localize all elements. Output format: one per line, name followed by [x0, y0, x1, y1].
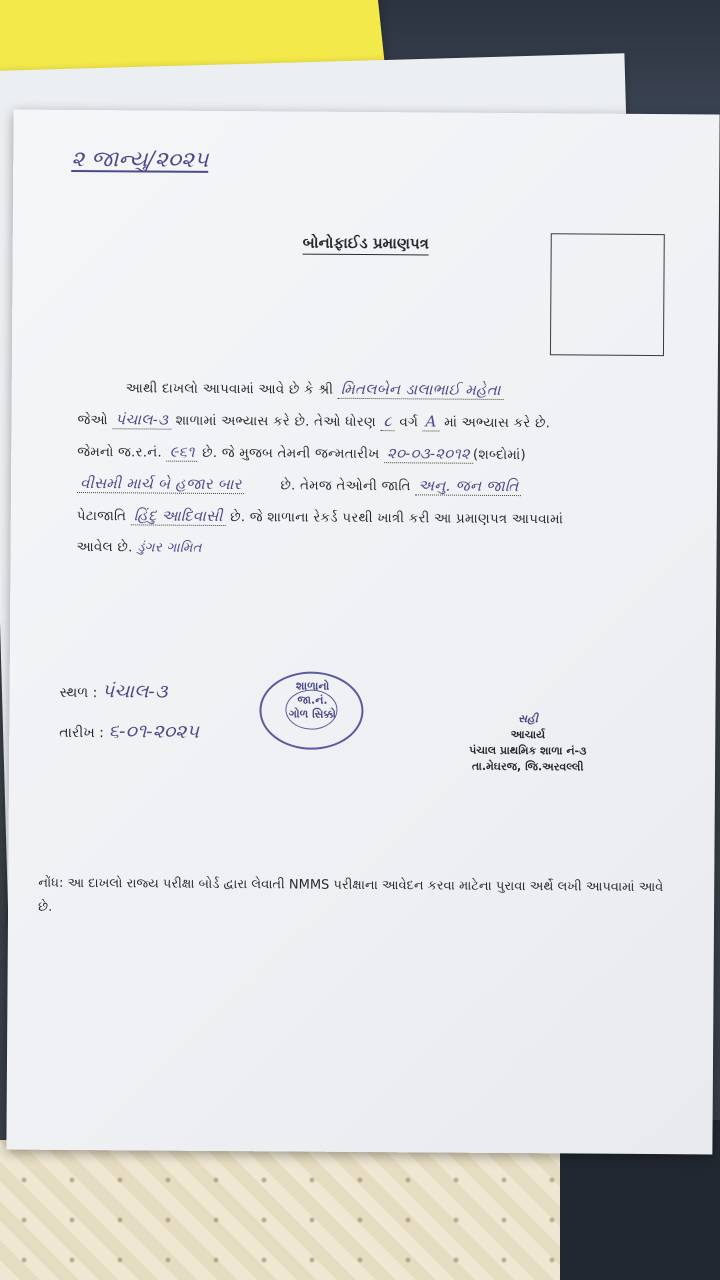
caste: અનુ. જન જાતિ: [415, 476, 521, 496]
stamp-text: શાળાનો જા.નં. ગોળ સિક્કો: [288, 679, 336, 721]
signature: સહી: [518, 712, 539, 726]
sign-title: આચાર્ય: [510, 728, 546, 742]
footer-note: નોંધ: આ દાખલો રાજ્ય પરીક્ષા બોર્ડ દ્વારા લેવાતી NMMS પરીક્ષાના આવેદન કરવા માટેના પુરાવા અર્થે લખી આપવામાં આવે છે.: [38, 875, 664, 915]
gr-number: ૯૬૧: [166, 443, 197, 462]
sign-school: પંચાલ પ્રાથમિક શાળા નં-૩: [469, 743, 587, 758]
principal-signature: [469, 711, 587, 776]
standard: ૮: [380, 412, 395, 431]
body-line-3: જેમનો જ.ર.નં. ૯૬૧ છે. જે મુજબ તેમની જન્મતારીખ ૨૦-૦૩-૨૦૧૨ (શબ્દોમાં): [77, 442, 526, 464]
subcaste: હિંદુ આદિવાસી: [131, 506, 226, 526]
corner-note: ૨ જાન્યુ/૨૦૨૫: [71, 146, 209, 173]
student-name: મિતલબેન ડાલાભાઈ મહેતા: [338, 380, 504, 400]
place-value: પંચાલ-૩: [101, 680, 168, 703]
division: A: [422, 412, 439, 431]
remark: ડુંગર ગામિત: [137, 539, 202, 556]
school-stamp: [259, 671, 364, 750]
body-line-2: જેઓ પંચાલ-૩ શાળામાં અભ્યાસ કરે છે. તેઓ ધોરણ ૮ વર્ગ A માં અભ્યાસ કરે છે.: [77, 410, 551, 432]
school-name: પંચાલ-૩: [112, 410, 171, 429]
birth-date-words: વીસમી માર્ચ બે હજાર બાર: [77, 474, 245, 494]
body-line-1: આથી દાખલો આપવામાં આવે છે કે શ્રી મિતલબેન ડાલાભાઈ મહેતા: [78, 372, 698, 408]
body-line-4: વીસમી માર્ચ બે હજાર બાર છે. તેમજ તેઓની જાતિ અનુ. જન જાતિ: [77, 468, 697, 504]
body-line-5: પેટાજાતિ હિંદુ આદિવાસી છે. જે શાળાના રેકર્ડ પરથી ખાત્રી કરી આ પ્રમાણપત્ર આપવામાં: [76, 506, 564, 528]
date-field: તારીખ : ૬-૦૧-૨૦૨૫: [59, 720, 199, 743]
body-line-6: આવેલ છે. ડુંગર ગામિત: [76, 538, 202, 556]
birth-date: ૨૦-૦૩-૨૦૧૨: [384, 444, 473, 464]
certificate-body: [76, 372, 697, 567]
place-field: સ્થળ : પંચાલ-૩: [59, 680, 168, 703]
photo-box: [550, 233, 665, 356]
sign-place: તા.મેઘરજ, જિ.અરવલ્લી: [471, 759, 584, 774]
certificate-paper: [6, 110, 719, 1155]
certificate-title: બોનોફાઈડ પ્રમાણપત્ર: [303, 234, 429, 256]
date-value: ૬-૦૧-૨૦૨૫: [108, 720, 199, 743]
